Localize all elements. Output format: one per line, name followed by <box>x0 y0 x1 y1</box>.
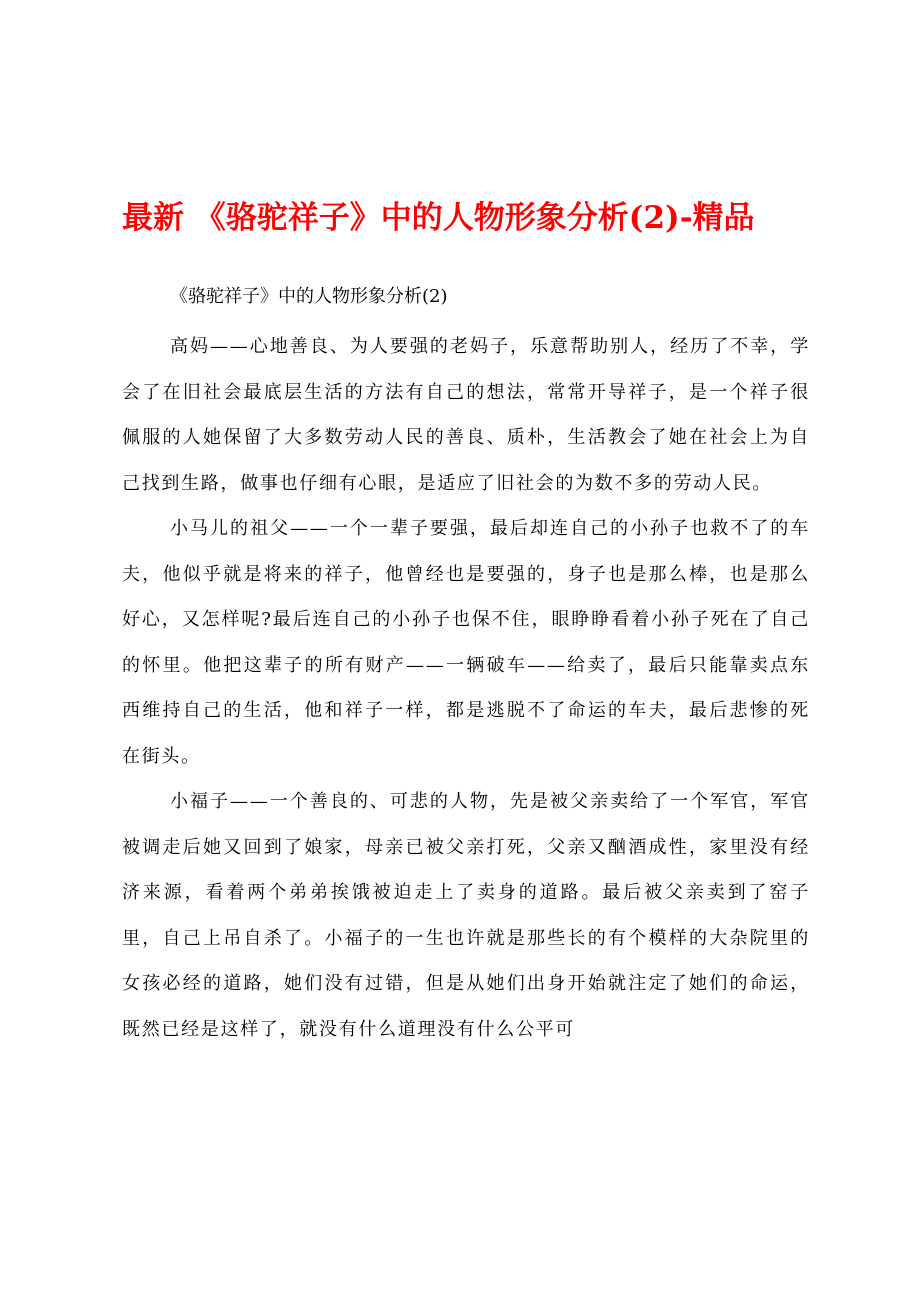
document-body <box>122 324 810 1052</box>
paragraph-gao-ma: 高妈——心地善良、为人要强的老妈子，乐意帮助别人，经历了不幸，学会了在旧社会最底层生活的方法有自己的想法，常常开导祥子，是一个祥子很佩服的人她保留了大多数劳动人民的善良、质朴，生活教会了她在社会上为自己找到生路，做事也仔细有心眼，是适应了旧社会的为数不多的劳动人民。 <box>122 336 810 494</box>
document-title: 最新 《骆驼祥子》中的人物形象分析(2)-精品 <box>122 200 755 236</box>
document-subtitle: 《骆驼祥子》中的人物形象分析(2) <box>170 286 448 307</box>
paragraph-xiao-fu-zi: 小福子——一个善良的、可悲的人物，先是被父亲卖给了一个军官，军官被调走后她又回到了娘家，母亲已被父亲打死，父亲又酗酒成性，家里没有经济来源，看着两个弟弟挨饿被迫走上了卖身的道路。最后被父亲卖到了窑子里，自己上吊自杀了。小福子的一生也许就是那些长的有个模样的大杂院里的女孩必经的道路，她们没有过错，但是从她们出身开始就注定了她们的命运，既然已经是这样了，就没有什么道理没有什么公平可 <box>122 791 810 1040</box>
paragraph-xiao-ma-er-grandfather: 小马儿的祖父——一个一辈子要强，最后却连自己的小孙子也救不了的车夫，他似乎就是将来的祥子，他曾经也是要强的，身子也是那么棒，也是那么好心，又怎样呢?最后连自己的小孙子也保不住，眼睁睁看着小孙子死在了自己的怀里。他把这辈子的所有财产——一辆破车——给卖了，最后只能靠卖点东西维持自己的生活，他和祥子一样，都是逃脱不了命运的车夫，最后悲惨的死在街头。 <box>122 518 810 767</box>
